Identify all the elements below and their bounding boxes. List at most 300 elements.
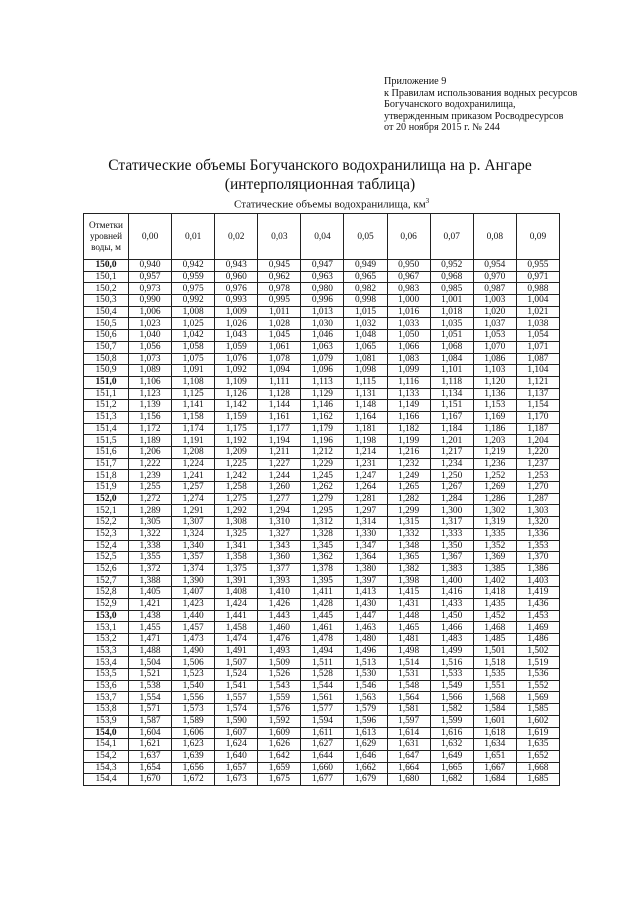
volume-cell: 1,383 [430, 563, 473, 575]
volume-cell: 1,660 [301, 762, 344, 774]
volume-cell: 1,307 [172, 517, 215, 529]
volume-cell: 1,096 [301, 365, 344, 377]
table-row [84, 295, 560, 307]
volume-cell: 1,139 [129, 400, 172, 412]
volume-cell: 1,212 [301, 447, 344, 459]
volume-cell: 1,035 [430, 318, 473, 330]
volume-cell: 1,009 [215, 306, 258, 318]
volume-cell: 1,587 [129, 715, 172, 727]
volume-cell: 1,037 [473, 318, 516, 330]
volume-cell: 1,386 [516, 563, 559, 575]
volume-cell: 1,153 [473, 400, 516, 412]
volume-cell: 1,564 [387, 692, 430, 704]
volume-cell: 1,322 [129, 528, 172, 540]
volume-cell: 0,983 [387, 283, 430, 295]
volume-cell: 1,099 [387, 365, 430, 377]
level-cell: 154,4 [84, 774, 129, 786]
volume-cell: 1,156 [129, 411, 172, 423]
volume-cell: 1,053 [473, 330, 516, 342]
volume-cell: 0,980 [301, 283, 344, 295]
volume-cell: 1,287 [516, 493, 559, 505]
table-row [84, 411, 560, 423]
table-row [84, 645, 560, 657]
volume-cell: 1,486 [516, 634, 559, 646]
volume-cell: 1,471 [129, 634, 172, 646]
level-cell: 150,0 [84, 260, 129, 272]
volume-cell: 1,450 [430, 610, 473, 622]
volume-cell: 1,380 [344, 563, 387, 575]
volume-cell: 1,509 [258, 657, 301, 669]
volume-cell: 1,579 [344, 704, 387, 716]
level-cell: 150,1 [84, 271, 129, 283]
table-row [84, 680, 560, 692]
volume-cell: 1,585 [516, 704, 559, 716]
volume-cell: 1,184 [430, 423, 473, 435]
level-cell: 150,5 [84, 318, 129, 330]
volume-cell: 1,126 [215, 388, 258, 400]
volume-cell: 1,473 [172, 634, 215, 646]
level-cell: 153,5 [84, 669, 129, 681]
volume-cell: 1,635 [516, 739, 559, 751]
volume-cell: 1,083 [387, 353, 430, 365]
volume-cell: 1,194 [258, 435, 301, 447]
volume-cell: 1,224 [172, 458, 215, 470]
level-cell: 152,9 [84, 598, 129, 610]
volume-cell: 1,577 [301, 704, 344, 716]
volume-cell: 1,241 [172, 470, 215, 482]
volume-cell: 1,065 [344, 341, 387, 353]
volume-cell: 1,078 [258, 353, 301, 365]
volume-cell: 1,362 [301, 552, 344, 564]
volume-cell: 1,063 [301, 341, 344, 353]
volume-cell: 0,976 [215, 283, 258, 295]
volume-cell: 1,415 [387, 587, 430, 599]
volume-cell: 1,289 [129, 505, 172, 517]
volume-cell: 1,142 [215, 400, 258, 412]
volume-cell: 1,214 [344, 447, 387, 459]
volume-cell: 1,104 [516, 365, 559, 377]
volume-cell: 0,963 [301, 271, 344, 283]
volume-cell: 1,325 [215, 528, 258, 540]
volume-cell: 1,571 [129, 704, 172, 716]
volume-cell: 1,211 [258, 447, 301, 459]
volume-cell: 1,574 [215, 704, 258, 716]
volume-cell: 1,353 [516, 540, 559, 552]
volume-cell: 1,599 [430, 715, 473, 727]
volume-cell: 1,317 [430, 517, 473, 529]
table-row [84, 622, 560, 634]
volume-cell: 1,013 [301, 306, 344, 318]
volume-cell: 1,118 [430, 376, 473, 388]
volume-cell: 1,447 [344, 610, 387, 622]
volume-cell: 1,333 [430, 528, 473, 540]
volume-cell: 0,978 [258, 283, 301, 295]
volume-cell: 1,312 [301, 517, 344, 529]
volume-cell: 1,540 [172, 680, 215, 692]
volume-cell: 1,305 [129, 517, 172, 529]
volume-cell: 1,632 [430, 739, 473, 751]
volume-cell: 1,604 [129, 727, 172, 739]
volume-cell: 1,602 [516, 715, 559, 727]
column-header: 0,01 [172, 214, 215, 260]
table-row [84, 762, 560, 774]
volume-cell: 1,662 [344, 762, 387, 774]
column-header: 0,06 [387, 214, 430, 260]
level-cell: 153,6 [84, 680, 129, 692]
level-cell: 153,8 [84, 704, 129, 716]
level-cell: 152,4 [84, 540, 129, 552]
volume-cell: 0,985 [430, 283, 473, 295]
volume-cell: 1,554 [129, 692, 172, 704]
table-row [84, 306, 560, 318]
document-title [0, 156, 640, 194]
volume-cell: 1,220 [516, 447, 559, 459]
volume-cell: 1,576 [258, 704, 301, 716]
volume-cell: 1,146 [301, 400, 344, 412]
volume-cell: 1,364 [344, 552, 387, 564]
table-row [84, 376, 560, 388]
level-cell: 153,3 [84, 645, 129, 657]
volume-cell: 1,465 [387, 622, 430, 634]
volume-cell: 1,613 [344, 727, 387, 739]
volume-cell: 1,611 [301, 727, 344, 739]
volume-cell: 1,310 [258, 517, 301, 529]
volume-cell: 1,081 [344, 353, 387, 365]
table-row [84, 598, 560, 610]
volume-cell: 1,438 [129, 610, 172, 622]
volume-cell: 1,327 [258, 528, 301, 540]
volume-cell: 1,677 [301, 774, 344, 786]
volume-cell: 1,493 [258, 645, 301, 657]
table-row [84, 634, 560, 646]
volume-cell: 1,073 [129, 353, 172, 365]
volume-cell: 0,982 [344, 283, 387, 295]
table-row [84, 610, 560, 622]
volume-cell: 1,543 [258, 680, 301, 692]
volume-cell: 0,960 [215, 271, 258, 283]
table-header-row [84, 214, 560, 260]
volume-cell: 1,181 [344, 423, 387, 435]
volume-cell: 1,461 [301, 622, 344, 634]
volume-cell: 1,563 [344, 692, 387, 704]
volume-cell: 0,988 [516, 283, 559, 295]
volume-cell: 1,682 [430, 774, 473, 786]
volume-cell: 1,087 [516, 353, 559, 365]
volume-cell: 1,141 [172, 400, 215, 412]
volume-cell: 1,131 [344, 388, 387, 400]
level-cell: 154,1 [84, 739, 129, 751]
column-header: 0,02 [215, 214, 258, 260]
volume-cell: 1,075 [172, 353, 215, 365]
volume-cell: 1,513 [344, 657, 387, 669]
volume-cell: 1,158 [172, 411, 215, 423]
volume-cell: 1,573 [172, 704, 215, 716]
volume-cell: 1,084 [430, 353, 473, 365]
table-row [84, 271, 560, 283]
volume-cell: 1,516 [430, 657, 473, 669]
volume-cell: 1,204 [516, 435, 559, 447]
volume-cell: 1,393 [258, 575, 301, 587]
volume-cell: 1,011 [258, 306, 301, 318]
volume-cell: 1,092 [215, 365, 258, 377]
volume-cell: 1,128 [258, 388, 301, 400]
volume-cell: 1,626 [258, 739, 301, 751]
volume-cell: 0,959 [172, 271, 215, 283]
volume-cell: 1,332 [387, 528, 430, 540]
volume-cell: 1,424 [215, 598, 258, 610]
volume-cell: 1,358 [215, 552, 258, 564]
volume-cell: 0,996 [301, 295, 344, 307]
volume-cell: 1,245 [301, 470, 344, 482]
volume-cell: 1,385 [473, 563, 516, 575]
table-row [84, 493, 560, 505]
volume-cell: 1,474 [215, 634, 258, 646]
volume-cell: 1,551 [473, 680, 516, 692]
volume-cell: 1,552 [516, 680, 559, 692]
volume-cell: 1,170 [516, 411, 559, 423]
volume-cell: 1,524 [215, 669, 258, 681]
volume-cell: 1,269 [473, 482, 516, 494]
level-cell: 153,7 [84, 692, 129, 704]
table-row [84, 563, 560, 575]
volume-cell: 1,045 [258, 330, 301, 342]
volume-cell: 1,402 [473, 575, 516, 587]
volume-cell: 0,973 [129, 283, 172, 295]
volume-cell: 1,355 [129, 552, 172, 564]
volume-cell: 1,548 [387, 680, 430, 692]
volume-cell: 1,262 [301, 482, 344, 494]
volume-cell: 1,445 [301, 610, 344, 622]
volume-cell: 1,581 [387, 704, 430, 716]
level-cell: 150,8 [84, 353, 129, 365]
volume-cell: 1,281 [344, 493, 387, 505]
level-cell: 154,0 [84, 727, 129, 739]
volume-cell: 1,624 [215, 739, 258, 751]
volume-cell: 1,606 [172, 727, 215, 739]
level-cell: 151,1 [84, 388, 129, 400]
volume-cell: 1,106 [129, 376, 172, 388]
volume-cell: 1,282 [387, 493, 430, 505]
volume-cell: 1,341 [215, 540, 258, 552]
volume-cell: 1,607 [215, 727, 258, 739]
volume-cell: 1,015 [344, 306, 387, 318]
volume-cell: 1,324 [172, 528, 215, 540]
table-row [84, 365, 560, 377]
volume-cell: 1,476 [258, 634, 301, 646]
table-row [84, 669, 560, 681]
volume-cell: 1,208 [172, 447, 215, 459]
appendix-note [384, 76, 577, 134]
volume-cell: 1,672 [172, 774, 215, 786]
title-line-1: Статические объемы Богучанского водохранилища на р. Ангаре [108, 157, 532, 174]
volume-cell: 1,294 [258, 505, 301, 517]
volume-cell: 1,382 [387, 563, 430, 575]
volume-cell: 1,108 [172, 376, 215, 388]
volume-cell: 1,478 [301, 634, 344, 646]
table-caption-text: Статические объемы водохранилища, км [234, 198, 426, 211]
volume-cell: 1,255 [129, 482, 172, 494]
table-row [84, 388, 560, 400]
volume-cell: 1,419 [516, 587, 559, 599]
volume-cell: 1,507 [215, 657, 258, 669]
level-cell: 153,1 [84, 622, 129, 634]
volume-cell: 1,374 [172, 563, 215, 575]
volume-cell: 1,148 [344, 400, 387, 412]
volume-cell: 1,651 [473, 750, 516, 762]
volume-cell: 1,395 [301, 575, 344, 587]
volume-cell: 1,161 [258, 411, 301, 423]
volume-cell: 1,652 [516, 750, 559, 762]
table-row [84, 692, 560, 704]
volume-cell: 1,042 [172, 330, 215, 342]
table-row [84, 505, 560, 517]
volume-cell: 1,634 [473, 739, 516, 751]
volume-cell: 1,594 [301, 715, 344, 727]
volume-cell: 1,054 [516, 330, 559, 342]
volume-cell: 1,590 [215, 715, 258, 727]
volume-cell: 1,043 [215, 330, 258, 342]
volume-cell: 0,987 [473, 283, 516, 295]
volume-cell: 1,659 [258, 762, 301, 774]
volume-cell: 1,308 [215, 517, 258, 529]
appendix-line: к Правилам использования водных ресурсов [384, 87, 578, 99]
volume-cell: 1,665 [430, 762, 473, 774]
volume-cell: 1,330 [344, 528, 387, 540]
volume-cell: 1,629 [344, 739, 387, 751]
volume-cell: 1,544 [301, 680, 344, 692]
level-cell: 153,9 [84, 715, 129, 727]
volume-cell: 1,646 [344, 750, 387, 762]
volume-cell: 1,056 [129, 341, 172, 353]
table-row [84, 318, 560, 330]
volume-cell: 1,182 [387, 423, 430, 435]
volume-cell: 1,123 [129, 388, 172, 400]
table-row [84, 353, 560, 365]
volume-cell: 1,299 [387, 505, 430, 517]
volume-cell: 1,134 [430, 388, 473, 400]
level-cell: 152,5 [84, 552, 129, 564]
volume-cell: 1,411 [301, 587, 344, 599]
volume-cell: 1,068 [430, 341, 473, 353]
title-line-2: (интерполяционная таблица) [224, 176, 416, 193]
volume-cell: 1,018 [430, 306, 473, 318]
volume-cell: 1,369 [473, 552, 516, 564]
volume-cell: 1,490 [172, 645, 215, 657]
volume-cell: 1,159 [215, 411, 258, 423]
volume-cell: 0,952 [430, 260, 473, 272]
volume-cell: 1,627 [301, 739, 344, 751]
volume-cell: 0,940 [129, 260, 172, 272]
volume-cell: 1,175 [215, 423, 258, 435]
volume-cell: 1,549 [430, 680, 473, 692]
volume-cell: 1,020 [473, 306, 516, 318]
volume-cell: 1,407 [172, 587, 215, 599]
volume-cell: 1,618 [473, 727, 516, 739]
volume-cell: 1,458 [215, 622, 258, 634]
volume-cell: 0,970 [473, 271, 516, 283]
volume-cell: 1,236 [473, 458, 516, 470]
volume-cell: 1,260 [258, 482, 301, 494]
volume-cell: 1,538 [129, 680, 172, 692]
volume-cell: 1,249 [387, 470, 430, 482]
volume-cell: 1,514 [387, 657, 430, 669]
volume-cell: 1,378 [301, 563, 344, 575]
volume-cell: 0,971 [516, 271, 559, 283]
volume-cell: 0,947 [301, 260, 344, 272]
volume-cell: 1,219 [473, 447, 516, 459]
volume-cell: 0,967 [387, 271, 430, 283]
volume-cell: 1,488 [129, 645, 172, 657]
volume-cell: 1,023 [129, 318, 172, 330]
volume-cell: 1,167 [430, 411, 473, 423]
volume-cell: 1,528 [301, 669, 344, 681]
volume-cell: 1,637 [129, 750, 172, 762]
table-row [84, 750, 560, 762]
volume-cell: 1,247 [344, 470, 387, 482]
volume-cell: 1,004 [516, 295, 559, 307]
volume-cell: 1,297 [344, 505, 387, 517]
volume-cell: 1,058 [172, 341, 215, 353]
volume-cell: 1,347 [344, 540, 387, 552]
volume-cell: 1,511 [301, 657, 344, 669]
level-cell: 152,2 [84, 517, 129, 529]
volume-cell: 0,993 [215, 295, 258, 307]
level-cell: 151,4 [84, 423, 129, 435]
volume-cell: 1,239 [129, 470, 172, 482]
table-row [84, 575, 560, 587]
volume-cell: 1,079 [301, 353, 344, 365]
volume-cell: 1,125 [172, 388, 215, 400]
volume-cell: 1,089 [129, 365, 172, 377]
level-cell: 151,2 [84, 400, 129, 412]
table-row [84, 400, 560, 412]
volume-cell: 1,345 [301, 540, 344, 552]
volume-cell: 1,679 [344, 774, 387, 786]
volume-cell: 1,372 [129, 563, 172, 575]
volume-cell: 1,252 [473, 470, 516, 482]
volume-cell: 1,314 [344, 517, 387, 529]
volume-cell: 1,441 [215, 610, 258, 622]
volume-cell: 1,051 [430, 330, 473, 342]
table-row [84, 341, 560, 353]
volume-cell: 1,021 [516, 306, 559, 318]
volume-cell: 1,584 [473, 704, 516, 716]
volume-cell: 0,998 [344, 295, 387, 307]
volume-cell: 1,675 [258, 774, 301, 786]
volume-cell: 1,187 [516, 423, 559, 435]
table-body [84, 260, 560, 786]
level-cell: 152,8 [84, 587, 129, 599]
volume-cell: 1,315 [387, 517, 430, 529]
volume-cell: 1,003 [473, 295, 516, 307]
volume-cell: 1,253 [516, 470, 559, 482]
volume-cell: 1,443 [258, 610, 301, 622]
column-header: 0,04 [301, 214, 344, 260]
volume-cell: 1,436 [516, 598, 559, 610]
volume-cell: 1,410 [258, 587, 301, 599]
volume-cell: 1,091 [172, 365, 215, 377]
volume-cell: 1,518 [473, 657, 516, 669]
volume-cell: 1,533 [430, 669, 473, 681]
volume-cell: 1,291 [172, 505, 215, 517]
level-cell: 152,3 [84, 528, 129, 540]
volume-cell: 1,094 [258, 365, 301, 377]
volume-cell: 0,945 [258, 260, 301, 272]
appendix-line: Богучанского водохранилища, [384, 99, 516, 111]
volume-cell: 1,501 [473, 645, 516, 657]
volume-cell: 1,616 [430, 727, 473, 739]
volume-cell: 1,144 [258, 400, 301, 412]
